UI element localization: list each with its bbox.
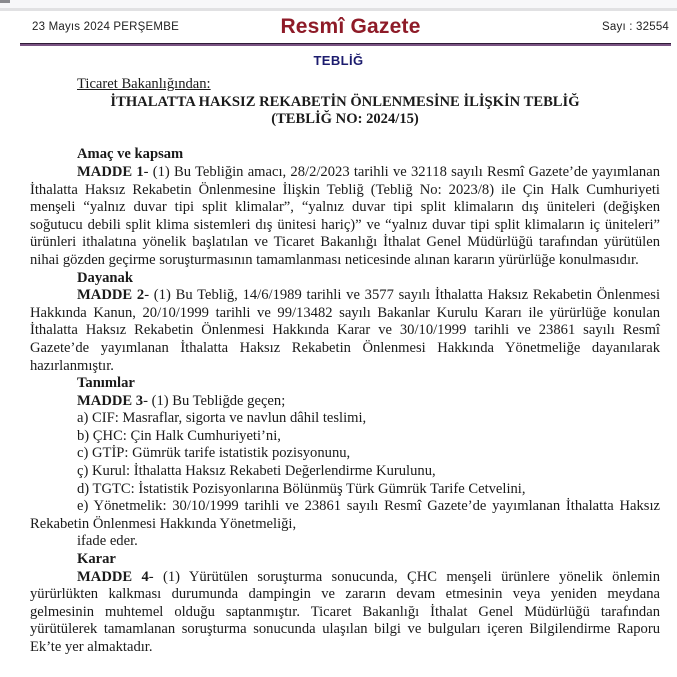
corner-mark xyxy=(0,0,10,3)
article-3-text: - (1) Bu Tebliğde geçen; xyxy=(143,392,286,409)
definition-item-cc: ç) Kurul: İthalatta Haksız Rekabeti Değerlendirme Kurulunu, xyxy=(77,463,436,480)
definition-item-c: c) GTİP: Gümrük tarife istatistik pozisyonunu, xyxy=(77,445,351,462)
issuing-authority-line xyxy=(30,76,660,94)
article-4-text: - (1) Yürütülen soruşturma sonucunda, ÇHC menşeli ürünlere yönelik önlemin yürürlükten kalkması durumunda dampingin ve zararın devam etmesinin veya yeniden meydana gelmesinin muhtemel olduğu saptanmıştır. Ticaret Bakanlığı İthalat Genel Müdürlüğü tarafından yürütülerek tamamlanan soruşturma sonucunda ulaşılan bilgi ve bulguları içeren Bilgilendirme Raporu Ek’te yer almaktadır. xyxy=(30,568,660,655)
definition-closing-line: ifade eder. xyxy=(77,533,138,550)
issuing-authority-text: Ticaret Bakanlığından: xyxy=(77,76,211,92)
gazette-issue-number: Sayı : 32554 xyxy=(602,21,670,33)
section-heading-tanimlar: Tanımlar xyxy=(77,375,135,392)
gazette-masthead xyxy=(0,11,677,43)
article-2-number: MADDE 2 xyxy=(77,287,145,304)
section-heading-dayanak: Dayanak xyxy=(77,269,133,286)
article-1-paragraph xyxy=(30,164,660,270)
section-heading-karar: Karar xyxy=(77,551,116,568)
article-2-paragraph xyxy=(30,287,660,375)
definition-item-a: a) CIF: Masraflar, sigorta ve navlun dâhil teslimi, xyxy=(77,410,367,427)
article-3-number: MADDE 3 xyxy=(77,392,144,409)
document-title-line1: İTHALATTA HAKSIZ REKABETİN ÖNLENMESİNE İLİŞKİN TEBLİĞ xyxy=(110,93,580,110)
definition-item-e: e) Yönetmelik: 30/10/1999 tarihli ve 23861 sayılı Resmî Gazete’de yayımlanan İthalatta Haksız Rekabetin Önlenmesi Hakkında Yönetmeliği, xyxy=(30,498,660,532)
definition-item-d: d) TGTC: İstatistik Pozisyonlarına Bölünmüş Türk Gümrük Tarife Cetvelini, xyxy=(77,480,526,497)
masthead-divider-rule xyxy=(20,43,671,46)
definition-item-b: b) ÇHC: Çin Halk Cumhuriyeti’ni, xyxy=(77,427,281,444)
document-title-line2: (TEBLİĞ NO: 2024/15) xyxy=(271,111,419,128)
document-body xyxy=(0,68,677,657)
section-label-teblig: TEBLİĞ xyxy=(313,53,364,68)
section-heading-amac: Amaç ve kapsam xyxy=(77,146,184,163)
gazette-title: Resmî Gazete xyxy=(280,15,421,38)
article-4-paragraph xyxy=(30,569,660,657)
blank-line xyxy=(30,129,660,147)
article-4-number: MADDE 4 xyxy=(77,568,149,585)
article-2-text: - (1) Bu Tebliğ, 14/6/1989 tarihli ve 3577 sayılı İthalatta Haksız Rekabetin Önlenmesi Hakkında Kanun, 20/10/1999 tarihli ve 99/13482 sayılı Bakanlar Kurulu Kararı ile yürürlüğe konulan İthalatta Haksız Rekabetin Önlenmesi Hakkında Karar ve 30/10/1999 tarihli ve 23861 sayılı Resmî Gazete’de yayımlanan İthalatta Haksız Rekabetin Önlenmesi Hakkında Yönetmeliğe dayanılarak hazırlanmıştır. xyxy=(30,287,660,374)
browser-top-strip xyxy=(0,0,677,11)
article-1-number: MADDE 1 xyxy=(77,163,144,180)
article-3-paragraph xyxy=(30,393,660,411)
gazette-date: 23 Mayıs 2024 PERŞEMBE xyxy=(32,21,179,33)
article-1-text: - (1) Bu Tebliğin amacı, 28/2/2023 tarihli ve 32118 sayılı Resmî Gazete’de yayımlanan İthalatta Haksız Rekabetin Önlenmesine İlişkin Tebliğ (Tebliğ No: 2023/8) ile Çin Halk Cumhuriyeti menşeli “yalnız duvar tipi split klimalar”, “yalnız duvar tipi split klimaların dış üniteleri (değişken soğutucu debili split klima sistemleri dış ünitesi hariç)” ve “yalnız duvar tipi split klimaların iç üniteleri” ürünleri ithalatına yönelik başlatılan ve Ticaret Bakanlığı İthalat Genel Müdürlüğü tarafından yürütülen nihai gözden geçirme soruşturmasının tamamlanması neticesinde alınan kararın yürürlüğe konulmasıdır. xyxy=(30,163,660,268)
